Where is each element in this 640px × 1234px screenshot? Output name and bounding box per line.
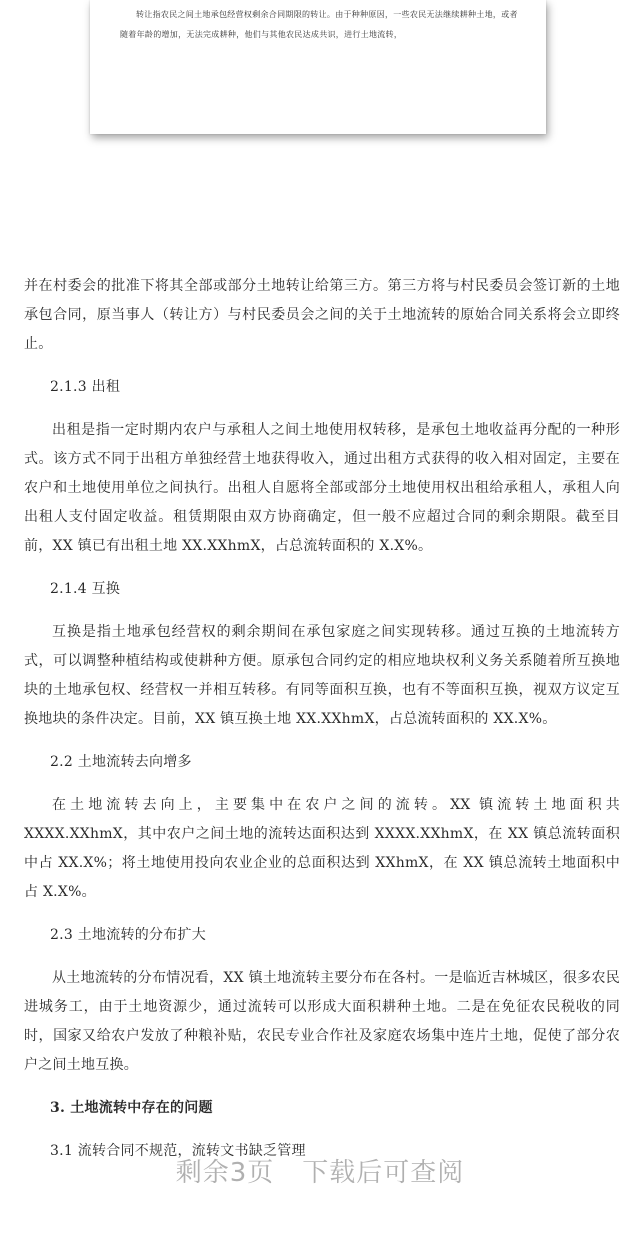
page-preview-card <box>90 0 546 134</box>
paragraph-exchange: 互换是指土地承包经营权的剩余期间在承包家庭之间实现转移。通过互换的土地流转方式，可以调整种植结构或使耕种方便。原承包合同约定的相应地块权利义务关系随着所互换地块的土地承包权、经营权一并相互转移。有同等面积互换，也有不等面积互换，视双方议定互换地块的条件决定。目前，XX 镇互换土地 XX.XXhmX，占总流转面积的 XX.X%。 <box>24 624 620 727</box>
heading-2-3: 2.3 土地流转的分布扩大 <box>50 927 206 943</box>
heading-2-1-4: 2.1.4 互换 <box>50 581 121 597</box>
heading-2-2: 2.2 土地流转去向增多 <box>50 754 192 770</box>
paragraph-continuation: 并在村委会的批准下将其全部或部分土地转让给第三方。第三方将与村民委员会签订新的土地承包合同，原当事人（转让方）与村民委员会之间的关于土地流转的原始合同关系将会立即终止。 <box>24 278 620 352</box>
preview-paragraph: 转让指农民之间土地承包经营权剩余合同期限的转让。由于种种原因，一些农民无法继续耕种土地，或者随着年龄的增加，无法完成耕种，他们与其他农民达成共识，进行土地流转， <box>120 10 518 39</box>
document-body <box>24 272 620 1180</box>
read-more-banner[interactable] <box>0 1152 640 1189</box>
heading-3-1: 3.1 流转合同不规范，流转文书缺乏管理 <box>50 1143 306 1159</box>
remaining-pages-label: 剩余3页 <box>175 1158 275 1188</box>
paragraph-direction: 在土地流转去向上，主要集中在农户之间的流转。XX 镇流转土地面积共 XXXX.XXhmX，其中农户之间土地的流转达面积达到 XXXX.XXhmX，在 XX 镇总流转面积中占 XX.X%；将土地使用投向农业企业的总面积达到 XXhmX，在 XX 镇总流转土地面积中占 X.X%。 <box>24 797 620 900</box>
download-to-view-label: 下载后可查阅 <box>302 1158 465 1188</box>
paragraph-lease: 出租是指一定时期内农户与承租人之间土地使用权转移，是承包土地收益再分配的一种形式。该方式不同于出租方单独经营土地获得收入，通过出租方式获得的收入相对固定，主要在农户和土地使用单位之间执行。出租人自愿将全部或部分土地使用权出租给承租人，承租人向出租人支付固定收益。租赁期限由双方协商确定，但一般不应超过合同的剩余期限。截至目前，XX 镇已有出租土地 XX.XXhmX，占总流转面积的 X.X%。 <box>24 422 620 554</box>
paragraph-distribution: 从土地流转的分布情况看，XX 镇土地流转主要分布在各村。一是临近吉林城区，很多农民进城务工，由于土地资源少，通过流转可以形成大面积耕种土地。二是在免征农民税收的同时，国家又给农户发放了种粮补贴，农民专业合作社及家庭农场集中连片土地，促使了部分农户之间土地互换。 <box>24 970 620 1073</box>
heading-2-1-3: 2.1.3 出租 <box>50 379 121 395</box>
heading-3: 3. 土地流转中存在的问题 <box>50 1100 213 1116</box>
